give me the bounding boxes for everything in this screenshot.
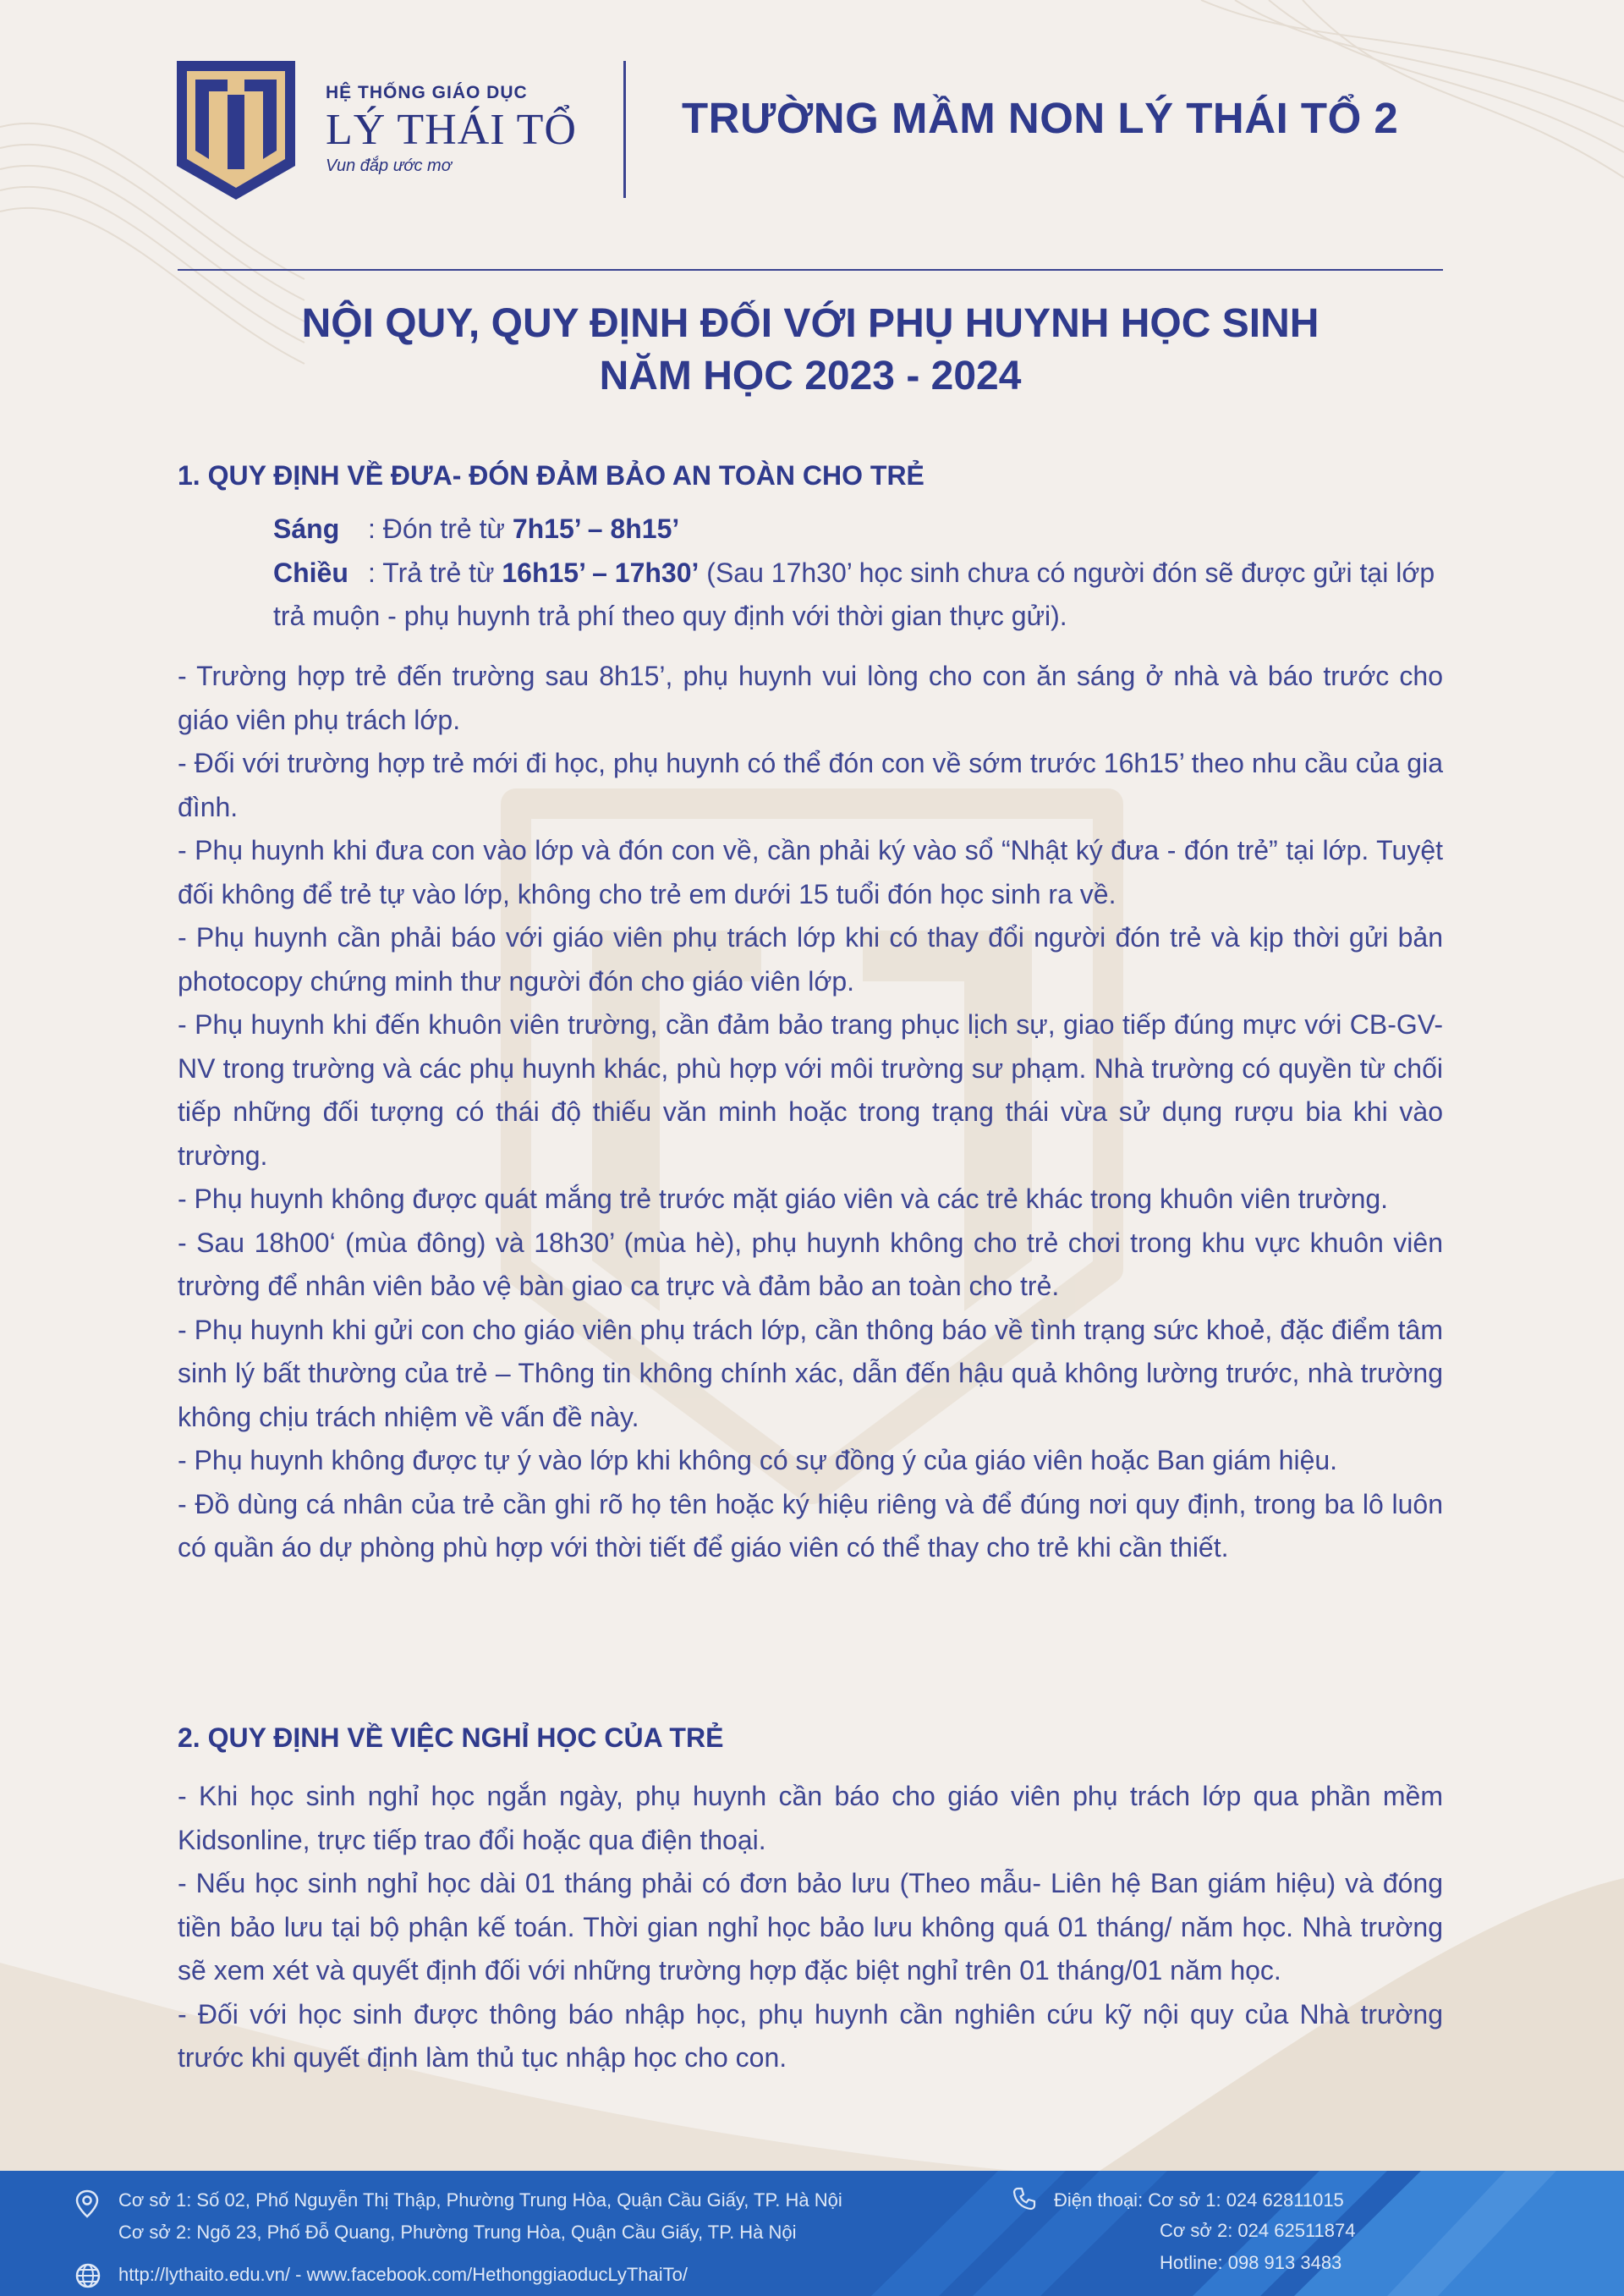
system-label: HỆ THỐNG GIÁO DỤC xyxy=(326,83,528,102)
rule-item: - Phụ huynh không được tự ý vào lớp khi không có sự đồng ý của giáo viên hoặc Ban giám hiệu. xyxy=(178,1445,1338,1475)
afternoon-text: : Trả trẻ từ xyxy=(368,557,502,588)
phone-campus-1: Điện thoại: Cơ sở 1: 024 62811015 xyxy=(1054,2189,1344,2211)
morning-time-line xyxy=(273,508,1443,552)
phone-campus-2: Cơ sở 2: 024 62511874 xyxy=(1160,2220,1356,2241)
pickup-times xyxy=(273,508,1443,639)
title-line-1: NỘI QUY, QUY ĐỊNH ĐỐI VỚI PHỤ HUYNH HỌC SINH xyxy=(301,301,1320,346)
rule-item: - Phụ huynh không được quát mắng trẻ trước mặt giáo viên và các trẻ khác trong khuôn viên trường. xyxy=(178,1184,1389,1214)
rule-item: - Đồ dùng cá nhân của trẻ cần ghi rõ họ tên hoặc ký hiệu riêng và để đúng nơi quy định, trong ba lô luôn có quần áo dự phòng phù hợp với thời tiết để giáo viên có thể thay cho trẻ khi cần thiết. xyxy=(178,1488,1443,1563)
location-pin-icon xyxy=(74,2189,100,2218)
address-campus-2: Cơ sở 2: Ngõ 23, Phố Đỗ Quang, Phường Trung Hòa, Quận Cầu Giấy, TP. Hà Nội xyxy=(118,2222,797,2243)
logo-wordmark xyxy=(326,83,577,176)
rule-item: - Phụ huynh khi đưa con vào lớp và đón con về, cần phải ký vào sổ “Nhật ký đưa - đón trẻ” tại lớp. Tuyệt đối không để trẻ tự vào lớp, không cho trẻ em dưới 15 tuổi đón học sinh ra về. xyxy=(178,835,1443,909)
rule-item: - Nếu học sinh nghỉ học dài 01 tháng phải có đơn bảo lưu (Theo mẫu- Liên hệ Ban giám hiệu) và đóng tiền bảo lưu tại bộ phận kế toán. Thời gian nghỉ học bảo lưu không quá 01 tháng/ năm học. Nhà trường sẽ xem xét và quyết định đối với những trường hợp đặc biệt nghỉ trên 01 tháng/01 năm học. xyxy=(178,1868,1443,1986)
morning-text: : Đón trẻ từ xyxy=(368,514,513,544)
slogan: Vun đắp ước mơ xyxy=(326,157,452,175)
rule-item: - Đối với học sinh được thông báo nhập học, phụ huynh cần nghiên cứu kỹ nội quy của Nhà trường trước khi quyết định làm thủ tục nhập học cho con. xyxy=(178,1998,1443,2073)
rule-item: - Phụ huynh khi đến khuôn viên trường, cần đảm bảo trang phục lịch sự, giao tiếp đúng mực với CB-GV-NV trong trường và các phụ huynh khác, phù hợp với môi trường sư phạm. Nhà trường có quyền từ chối tiếp những đối tượng có thái độ thiếu văn minh hoặc trong trạng thái vừa sử dụng rượu bia khi vào trường. xyxy=(178,1009,1443,1171)
morning-time: 7h15’ – 8h15’ xyxy=(512,514,680,544)
section-2-heading: 2. QUY ĐỊNH VỀ VIỆC NGHỈ HỌC CỦA TRẺ xyxy=(178,1722,724,1753)
afternoon-note: (Sau 17h30’ học sinh chưa có người đón sẽ được gửi tại lớp trả muộn - phụ huynh trả phí theo quy định với thời gian thực gửi). xyxy=(273,557,1435,631)
brand-name: LÝ THÁI TỔ xyxy=(326,106,577,154)
rule-item: - Sau 18h00‘ (mùa đông) và 18h30’ (mùa hè), phụ huynh không cho trẻ chơi trong khu vực khuôn viên trường để nhân viên bảo vệ bàn giao ca trực và đảm bảo an toàn cho trẻ. xyxy=(178,1227,1443,1301)
rule-item: - Phụ huynh khi gửi con cho giáo viên phụ trách lớp, cần thông báo về tình trạng sức khoẻ, đặc điểm tâm sinh lý bất thường của trẻ – Thông tin không chính xác, dẫn đến hậu quả không lường trước, nhà trường không chịu trách nhiệm về vấn đề này. xyxy=(178,1314,1443,1432)
phone-icon xyxy=(1012,2186,1037,2211)
address-campus-1: Cơ sở 1: Số 02, Phố Nguyễn Thị Thập, Phường Trung Hòa, Quận Cầu Giấy, TP. Hà Nội xyxy=(118,2189,842,2211)
school-name: TRƯỜNG MẦM NON LÝ THÁI TỔ 2 xyxy=(682,94,1399,142)
section-2-rules xyxy=(178,1775,1443,2080)
rule-item: - Phụ huynh cần phải báo với giáo viên phụ trách lớp khi có thay đổi người đón trẻ và kịp thời gửi bản photocopy chứng minh thư người đón cho giáo viên lớp. xyxy=(178,922,1443,997)
section-1-rules xyxy=(178,655,1443,1570)
rule-item: - Khi học sinh nghỉ học ngắn ngày, phụ huynh cần báo cho giáo viên phụ trách lớp qua phần mềm Kidsonline, trực tiếp trao đổi hoặc qua điện thoại. xyxy=(178,1781,1443,1855)
rule-item: - Trường hợp trẻ đến trường sau 8h15’, phụ huynh vui lòng cho con ăn sáng ở nhà và báo trước cho giáo viên phụ trách lớp. xyxy=(178,661,1443,735)
header-divider xyxy=(623,61,626,198)
section-1-heading: 1. QUY ĐỊNH VỀ ĐƯA- ĐÓN ĐẢM BẢO AN TOÀN CHO TRẺ xyxy=(178,460,924,491)
hotline: Hotline: 098 913 3483 xyxy=(1160,2252,1342,2273)
afternoon-label: Chiều xyxy=(273,557,348,588)
header-rule xyxy=(178,269,1443,271)
rule-item: - Đối với trường hợp trẻ mới đi học, phụ huynh có thể đón con về sớm trước 16h15’ theo nhu cầu của gia đình. xyxy=(178,748,1443,822)
globe-icon xyxy=(74,2262,102,2289)
school-logo-emblem xyxy=(173,58,299,203)
morning-label: Sáng xyxy=(273,514,340,544)
website-links[interactable]: http://lythaito.edu.vn/ - www.facebook.com/HethonggiaoducLyThaiTo/ xyxy=(118,2264,689,2285)
document-title xyxy=(178,298,1443,403)
footer-bar xyxy=(0,2171,1624,2296)
afternoon-time: 16h15’ – 17h30’ xyxy=(502,557,700,588)
afternoon-time-line xyxy=(273,552,1443,639)
title-line-2: NĂM HỌC 2023 - 2024 xyxy=(599,354,1022,398)
